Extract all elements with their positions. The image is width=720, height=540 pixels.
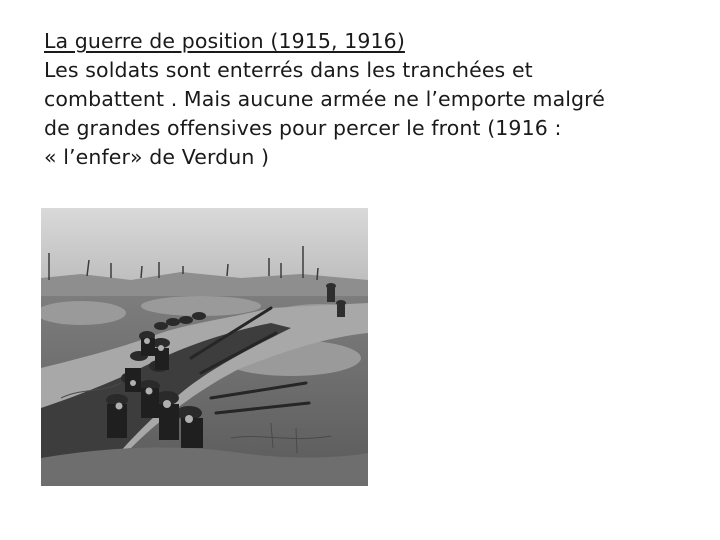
slide-title-line: [44, 27, 704, 56]
body-line-4: « l’enfer» de Verdun ): [44, 145, 270, 169]
slide-text-block: [44, 27, 704, 172]
slide-title: La guerre de position (1915, 1916): [44, 29, 405, 53]
body-line-1: Les soldats sont enterrés dans les tranchées et: [44, 58, 533, 82]
trench-photo-illustration: [41, 208, 368, 486]
body-line-2: combattent . Mais aucune armée ne l’emporte malgré: [44, 87, 605, 111]
trench-soldiers-photo: [41, 208, 368, 486]
body-line-3: de grandes offensives pour percer le front (1916 :: [44, 116, 562, 140]
